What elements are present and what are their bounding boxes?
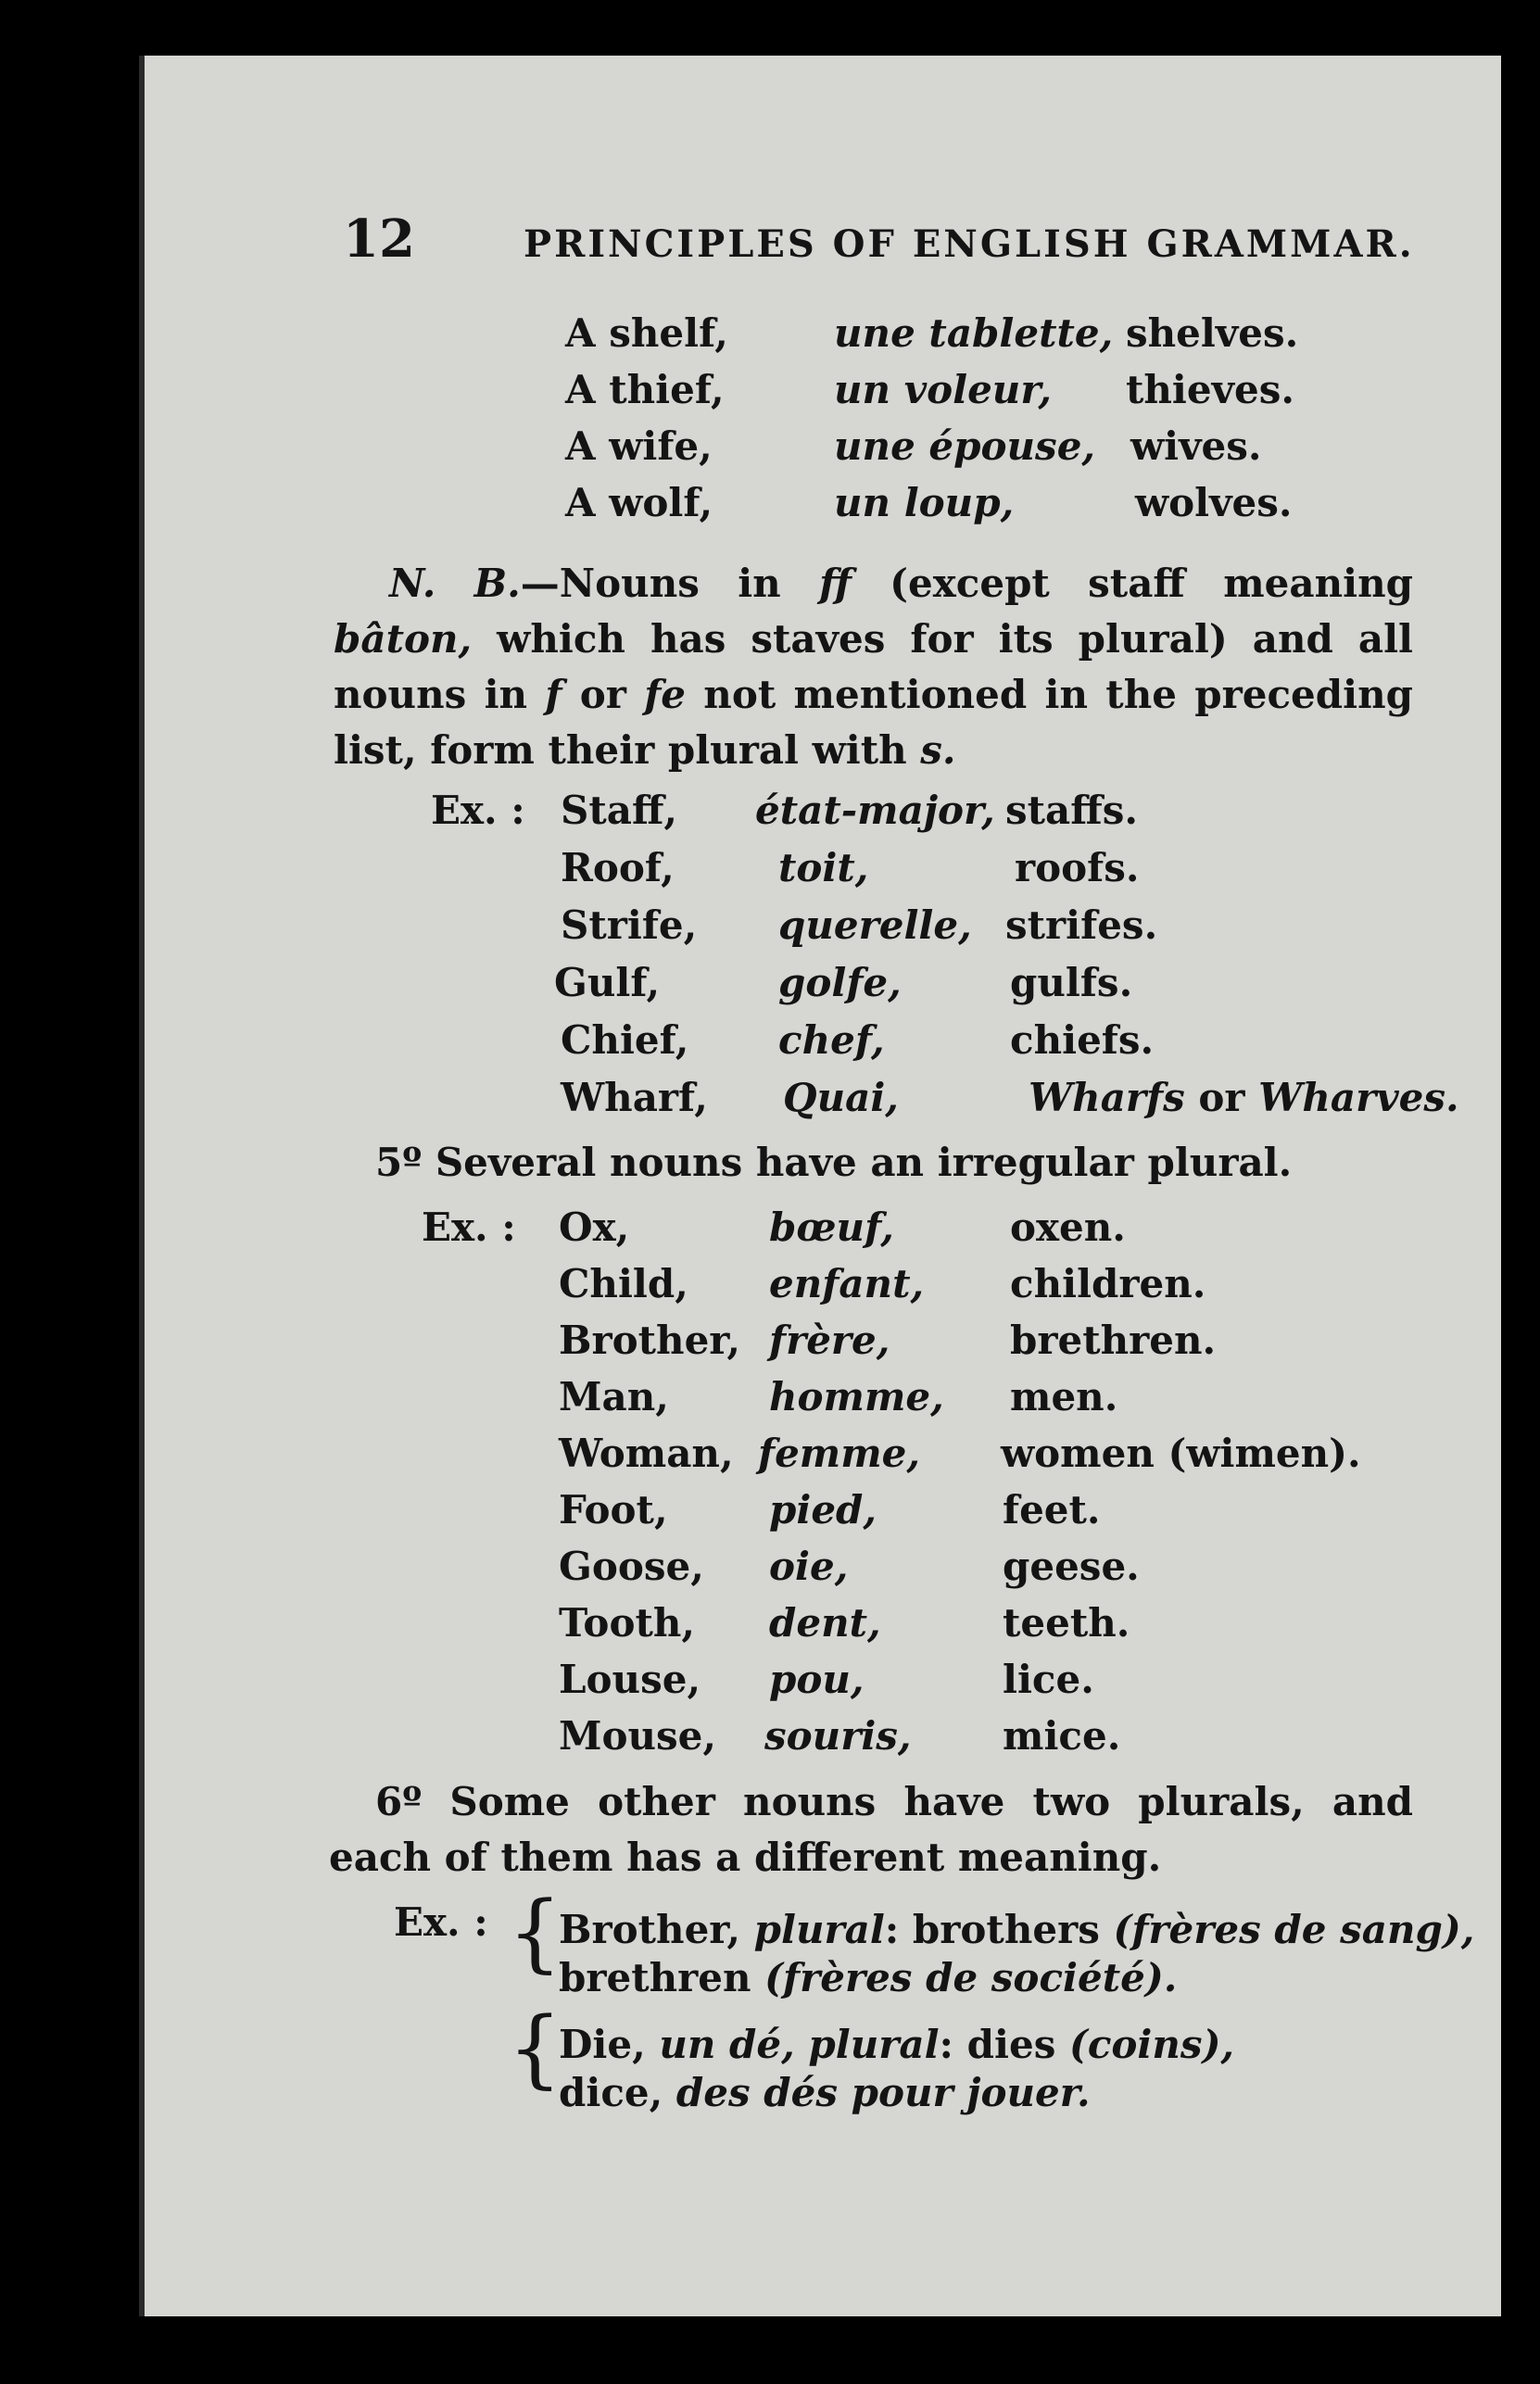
- table-row-fr: golfe,: [778, 960, 902, 1005]
- table-row-pl: feet.: [1003, 1487, 1101, 1533]
- brace-icon: {: [508, 1999, 562, 2098]
- table-row-en: Louse,: [559, 1657, 701, 1702]
- table-row-pl: strifes.: [1005, 902, 1158, 948]
- table-row-fr: chef,: [778, 1017, 885, 1063]
- table-row-en: Chief,: [561, 1017, 689, 1063]
- table-row-en: A shelf,: [565, 310, 728, 356]
- table-row-en: A thief,: [565, 367, 725, 412]
- table-row-fr: pou,: [769, 1657, 865, 1702]
- table-row-pl: wolves.: [1135, 480, 1293, 525]
- table-row-fr: état-major,: [755, 788, 995, 833]
- table-row-pl: women (wimen).: [1001, 1431, 1361, 1476]
- table-row-fr: toit,: [778, 845, 869, 890]
- table-row-fr: Quai,: [783, 1075, 899, 1120]
- table-row-en: A wife,: [565, 423, 713, 469]
- rule-6-paragraph: 6º Some other nouns have two plurals, and each of them has a different meaning.: [329, 1779, 1413, 1880]
- table-row-en: Foot,: [559, 1487, 668, 1533]
- table-row-pl: brethren.: [1010, 1318, 1217, 1363]
- table-row-en: Man,: [559, 1374, 669, 1419]
- table-row-pl: lice.: [1003, 1657, 1094, 1702]
- die-line: Die, un dé, plural: dies (coins),: [559, 2022, 1235, 2067]
- table-row-fr: femme,: [758, 1431, 921, 1476]
- example-label: Ex. :: [394, 1899, 488, 1945]
- table-row-pl: mice.: [1003, 1713, 1121, 1759]
- table-row-en: Goose,: [559, 1544, 704, 1589]
- brace-icon: {: [508, 1883, 562, 1982]
- table-row-en: Staff,: [561, 788, 678, 833]
- table-row-en: Brother,: [559, 1318, 740, 1363]
- table-row-en: Ox,: [559, 1205, 630, 1250]
- table-row-fr: dent,: [769, 1600, 881, 1646]
- table-row-pl: thieves.: [1126, 367, 1295, 412]
- table-row-en: Child,: [559, 1261, 688, 1306]
- table-row-fr: une tablette,: [834, 310, 1114, 356]
- table-row-pl: wives.: [1130, 423, 1262, 469]
- table-row-pl: shelves.: [1126, 310, 1299, 356]
- table-row-pl: roofs.: [1015, 845, 1140, 890]
- table-row-en: Wharf,: [561, 1075, 708, 1120]
- table-row-pl: teeth.: [1003, 1600, 1130, 1646]
- page-number: 12: [343, 208, 415, 270]
- table-row-fr: une épouse,: [834, 423, 1096, 469]
- rule-5-heading: 5º Several nouns have an irregular plural.: [375, 1140, 1293, 1185]
- running-title: PRINCIPLES OF ENGLISH GRAMMAR.: [524, 222, 1415, 266]
- table-row-en: Tooth,: [559, 1600, 696, 1646]
- brethren-line: brethren (frères de société).: [559, 1955, 1178, 2000]
- table-row-pl: children.: [1010, 1261, 1206, 1306]
- table-row-pl: oxen.: [1010, 1205, 1126, 1250]
- table-row-fr: un voleur,: [834, 367, 1053, 412]
- table-row-fr: pied,: [769, 1487, 877, 1533]
- nb-paragraph: N. B.—Nouns in ff (except staff meaning bâton, which has staves for its plural) and all nouns in f or fe not mentioned in the preceding list, form their plural with s.: [334, 561, 1414, 773]
- example-label: Ex. :: [422, 1205, 516, 1250]
- table-row-pl: men.: [1010, 1374, 1118, 1419]
- table-row-fr: un loup,: [834, 480, 1015, 525]
- table-row-fr: souris,: [764, 1713, 912, 1759]
- table-row-en: Woman,: [559, 1431, 734, 1476]
- table-row-fr: frère,: [769, 1318, 890, 1363]
- table-row-fr: bœuf,: [769, 1205, 894, 1250]
- brother-line: Brother, plural: brothers (frères de sang),: [559, 1907, 1475, 1952]
- table-row-fr: enfant,: [769, 1261, 925, 1306]
- table-row-pl: Wharfs or Wharves.: [1029, 1075, 1459, 1120]
- table-row-en: Mouse,: [559, 1713, 717, 1759]
- nb-label: N. B.: [389, 561, 521, 606]
- table-row-fr: homme,: [769, 1374, 944, 1419]
- table-row-en: A wolf,: [565, 480, 713, 525]
- table-row-en: Gulf,: [554, 960, 661, 1005]
- table-row-pl: staffs.: [1005, 788, 1139, 833]
- table-row-en: Roof,: [561, 845, 675, 890]
- table-row-fr: oie,: [769, 1544, 849, 1589]
- table-row-fr: querelle,: [778, 902, 972, 948]
- dice-line: dice, des dés pour jouer.: [559, 2070, 1091, 2115]
- table-row-pl: gulfs.: [1010, 960, 1133, 1005]
- example-label: Ex. :: [431, 788, 525, 833]
- table-row-pl: geese.: [1003, 1544, 1140, 1589]
- table-row-pl: chiefs.: [1010, 1017, 1155, 1063]
- table-row-en: Strife,: [561, 902, 698, 948]
